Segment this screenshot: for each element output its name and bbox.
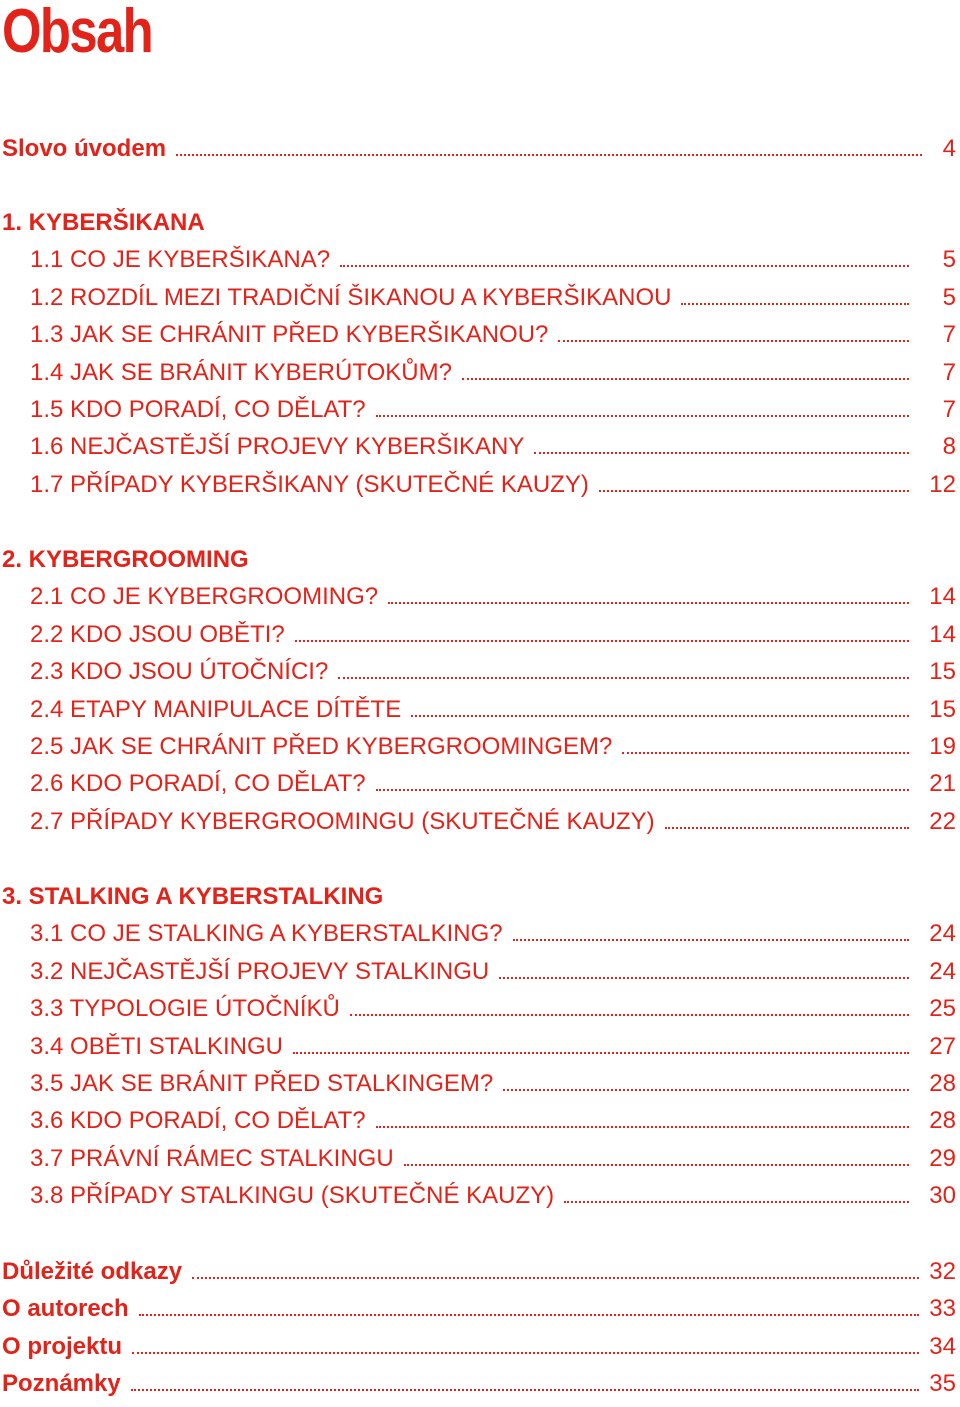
toc-entry-label: 3.4 OBĚTI STALKINGU [30,1033,283,1060]
toc-entry-label: 1.2 ROZDÍL MEZI TRADIČNÍ ŠIKANOU A KYBERŠIKANOU [30,284,672,311]
dot-leader [176,154,922,156]
toc-entry-page-number: 12 [929,471,956,498]
toc-entry-page-number: 7 [942,359,956,386]
dot-leader [499,977,909,979]
dot-leader [376,1126,909,1128]
toc-entry-label: 1.7 PŘÍPADY KYBERŠIKANY (SKUTEČNÉ KAUZY) [30,471,589,498]
toc-entry-label: O projektu [2,1333,123,1360]
dot-leader [513,939,909,941]
toc-entry-label: 3.1 CO JE STALKING A KYBERSTALKING? [30,920,503,947]
dot-leader [295,640,909,642]
dot-leader [665,827,909,829]
toc-entry-label: 3.7 PRÁVNÍ RÁMEC STALKINGU [30,1145,394,1172]
dot-leader [376,789,909,791]
toc-entry-page-number: 15 [929,658,956,685]
toc-entry-closing[interactable] [2,1369,956,1399]
toc-entry[interactable] [30,320,956,350]
toc-entry-page-number: 7 [942,396,956,423]
toc-entry-closing[interactable] [2,1257,956,1287]
toc-entry-label: 2.5 JAK SE CHRÁNIT PŘED KYBERGROOMINGEM? [30,733,613,760]
toc-entry[interactable] [30,582,956,612]
toc-entry-label: 2.6 KDO PORADÍ, CO DĚLAT? [30,770,366,797]
toc-entry-label: Slovo úvodem [2,135,167,162]
toc-entry-page-number: 5 [942,284,956,311]
toc-entry-page-number: 14 [929,583,956,610]
page-title: Obsah [2,0,153,66]
chapter-heading-3[interactable]: 3. STALKING A KYBERSTALKING [2,883,384,910]
toc-entry[interactable] [30,1106,956,1136]
toc-entry-page-number: 33 [929,1295,956,1322]
toc-entry-label: 2.7 PŘÍPADY KYBERGROOMINGU (SKUTEČNÉ KAUZY) [30,808,655,835]
toc-entry-page-number: 21 [929,770,956,797]
dot-leader [132,1352,919,1354]
toc-entry[interactable] [30,358,956,388]
toc-entry-label: Poznámky [2,1370,121,1397]
toc-entry[interactable] [30,1032,956,1062]
toc-entry[interactable] [30,957,956,987]
toc-entry-label: 1.3 JAK SE CHRÁNIT PŘED KYBERŠIKANOU? [30,321,549,348]
toc-entry[interactable] [30,994,956,1024]
chapter-heading-1[interactable]: 1. KYBERŠIKANA [2,209,205,236]
toc-entry[interactable] [30,1144,956,1174]
toc-entry-label: 3.3 TYPOLOGIE ÚTOČNÍKŮ [30,995,340,1022]
toc-entry-label: 2.2 KDO JSOU OBĚTI? [30,621,285,648]
toc-entry[interactable] [30,283,956,313]
dot-leader [404,1164,909,1166]
toc-entry[interactable] [30,395,956,425]
toc-entry-page-number: 27 [929,1033,956,1060]
toc-entry-intro[interactable] [2,134,956,164]
toc-entry-page-number: 28 [929,1107,956,1134]
dot-leader [564,1201,909,1203]
toc-entry-label: 3.8 PŘÍPADY STALKINGU (SKUTEČNÉ KAUZY) [30,1182,555,1209]
dot-leader [338,677,909,679]
toc-entry[interactable] [30,1181,956,1211]
toc-entry-page-number: 15 [929,696,956,723]
toc-entry-page-number: 24 [929,958,956,985]
toc-entry-page-number: 35 [929,1370,956,1397]
toc-entry-page-number: 29 [929,1145,956,1172]
toc-entry-page-number: 8 [942,433,956,460]
toc-entry[interactable] [30,732,956,762]
dot-leader [681,303,909,305]
dot-leader [376,415,909,417]
dot-leader [534,452,909,454]
toc-entry-page-number: 30 [929,1182,956,1209]
toc-entry[interactable] [30,1069,956,1099]
toc-entry-label: 2.3 KDO JSOU ÚTOČNÍCI? [30,658,329,685]
toc-entry-page-number: 7 [942,321,956,348]
toc-entry[interactable] [30,432,956,462]
dot-leader [462,378,909,380]
toc-entry-closing[interactable] [2,1294,956,1324]
dot-leader [558,340,909,342]
dot-leader [350,1014,909,1016]
toc-entry-closing[interactable] [2,1332,956,1362]
dot-leader [503,1089,909,1091]
dot-leader [131,1389,920,1391]
toc-entry-label: 1.6 NEJČASTĚJŠÍ PROJEVY KYBERŠIKANY [30,433,525,460]
toc-entry-label: 2.4 ETAPY MANIPULACE DÍTĚTE [30,696,402,723]
toc-entry-page-number: 25 [929,995,956,1022]
toc-entry-label: 1.5 KDO PORADÍ, CO DĚLAT? [30,396,366,423]
toc-entry-label: 1.4 JAK SE BRÁNIT KYBERÚTOKŮM? [30,359,452,386]
toc-entry-page-number: 34 [929,1333,956,1360]
toc-entry-page-number: 32 [929,1258,956,1285]
toc-entry[interactable] [30,620,956,650]
toc-entry-page-number: 5 [942,246,956,273]
toc-entry-label: 2.1 CO JE KYBERGROOMING? [30,583,379,610]
toc-entry-label: 3.5 JAK SE BRÁNIT PŘED STALKINGEM? [30,1070,494,1097]
dot-leader [411,715,909,717]
toc-entry[interactable] [30,657,956,687]
toc-entry-page-number: 22 [929,808,956,835]
toc-entry[interactable] [30,245,956,275]
toc-entry-page-number: 24 [929,920,956,947]
dot-leader [622,752,909,754]
dot-leader [139,1314,920,1316]
toc-entry-page-number: 14 [929,621,956,648]
toc-entry-label: 1.1 CO JE KYBERŠIKANA? [30,246,331,273]
toc-entry-page-number: 28 [929,1070,956,1097]
toc-entry[interactable] [30,470,956,500]
toc-entry-page-number: 19 [929,733,956,760]
toc-entry-label: 3.2 NEJČASTĚJŠÍ PROJEVY STALKINGU [30,958,490,985]
toc-entry[interactable] [30,919,956,949]
dot-leader [388,602,909,604]
toc-entry-label: O autorech [2,1295,129,1322]
toc-entry-label: 3.6 KDO PORADÍ, CO DĚLAT? [30,1107,366,1134]
toc-entry-label: Důležité odkazy [2,1258,183,1285]
dot-leader [599,490,909,492]
dot-leader [340,265,909,267]
toc-entry[interactable] [30,695,956,725]
toc-entry[interactable] [30,807,956,837]
dot-leader [192,1277,919,1279]
chapter-heading-2[interactable]: 2. KYBERGROOMING [2,546,249,573]
toc-entry-page-number: 4 [942,135,956,162]
dot-leader [293,1052,909,1054]
toc-entry[interactable] [30,769,956,799]
